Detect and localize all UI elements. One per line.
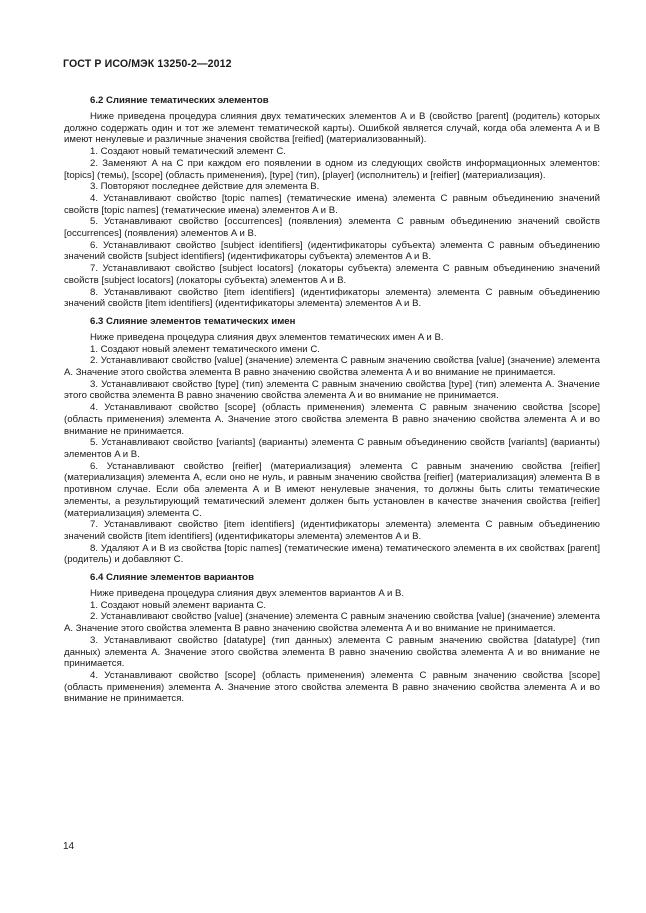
paragraph: 4. Устанавливают свойство [scope] (область применения) элемента C равным значению свойства [scope] (область применения) элемента A. Значение этого свойства элемента B равно значению свойства элемента A и во внимание не принимается. bbox=[64, 669, 600, 705]
page-number: 14 bbox=[63, 841, 75, 852]
paragraph: 4. Устанавливают свойство [topic names] (тематические имена) элемента C равным объединению значений свойств [topic names] (тематические имена) элементов A и B. bbox=[64, 192, 600, 216]
paragraph: 8. Удаляют A и B из свойства [topic names] (тематические имена) тематического элемента в их свойствах [parent] (родитель) и добавляют C. bbox=[64, 542, 600, 566]
paragraph: 7. Устанавливают свойство [subject locators] (локаторы субъекта) элемента C равным объединению значений свойств [subject locators] (локаторы субъекта) элементов A и B. bbox=[64, 263, 600, 286]
paragraph: 5. Устанавливают свойство [variants] (варианты) элемента C равным объединению свойств [variants] (варианты) элементов A и B. bbox=[64, 437, 600, 460]
paragraph: 2. Устанавливают свойство [value] (значение) элемента C равным значению свойства [value] (значение) элемента A. Значение этого свойства элемента B равно значению свойства элемента A и во внимание не принимается. bbox=[64, 611, 600, 635]
section-title: 6.2 Слияние тематических элементов bbox=[90, 95, 269, 106]
document-header: ГОСТ Р ИСО/МЭК 13250-2—2012 bbox=[63, 58, 232, 70]
section-title: 6.3 Слияние элементов тематических имен bbox=[90, 315, 296, 327]
paragraph: 3. Повторяют последнее действие для элемента B. bbox=[90, 181, 320, 193]
paragraph: Ниже приведена процедура слияния двух элементов тематических имен A и B. bbox=[90, 331, 444, 343]
paragraph: 1. Создают новый элемент тематического имени C. bbox=[90, 343, 320, 355]
paragraph: 1. Создают новый элемент варианта C. bbox=[90, 599, 267, 611]
section-title: 6.4 Слияние элементов вариантов bbox=[90, 572, 254, 584]
paragraph: 4. Устанавливают свойство [scope] (область применения) элемента C равным значению свойства [scope] (область применения) элемента A. Значение этого свойства элемента B равно значению свойства элемента A и во внимание не принимается. bbox=[64, 402, 600, 437]
section-6-2 bbox=[64, 95, 600, 310]
paragraph: 2. Заменяют A на C при каждом его появлении в одном из следующих свойств информационных элементов: [topics] (темы), [scope] (область применения), [type] (тип), [player] (исполнитель) и [reifier] (материализация). bbox=[64, 157, 600, 181]
paragraph: Ниже приведена процедура слияния двух элементов вариантов A и B. bbox=[90, 588, 405, 600]
paragraph: 3. Устанавливают свойство [datatype] (тип данных) элемента C равным значению свойства [datatype] (тип данных) элемента A. Значение этого свойства элемента B равно значению свойства элемента A и во внимание не принимается. bbox=[64, 634, 600, 670]
paragraph: 6. Устанавливают свойство [subject identifiers] (идентификаторы субъекта) элемента C равным объединению значений свойств [subject identifiers] (идентификаторы субъекта) элементов A и B. bbox=[64, 239, 600, 263]
paragraph: 8. Устанавливают свойство [item identifiers] (идентификаторы элемента) элемента C равным объединению значений свойств [item identifiers] (идентификаторы элемента) элементов A и B. bbox=[64, 286, 600, 310]
paragraph: 6. Устанавливают свойство [reifier] (материализация) элемента C равным значению свойства [reifier] (материализация) элемента A, если оно не нуль, и равным значению свойства [reifier] (материализация) элемента B в противном случае. Если оба элемента A и B имеют ненулевые значения, то должны быть слиты тематические элементы, а результирующий тематический элемент должен быть установлен в качестве значения свойства [reifier] (материализация) элемента C. bbox=[64, 460, 600, 519]
paragraph: 3. Устанавливают свойство [type] (тип) элемента C равным значению свойства [type] (тип) элемента A. Значение этого свойства элемента B равно значению свойства элемента A и во внимание не принимается. bbox=[64, 378, 600, 402]
document-body bbox=[64, 95, 600, 711]
section-6-3 bbox=[64, 316, 600, 566]
section-6-4 bbox=[64, 572, 600, 705]
paragraph: 1. Создают новый тематический элемент C. bbox=[90, 146, 286, 158]
paragraph: 5. Устанавливают свойство [occurrences] (появления) элемента C равным объединению значений свойств [occurrences] (появления) элементов A и B. bbox=[64, 216, 600, 240]
paragraph: 2. Устанавливают свойство [value] (значение) элемента C равным значению свойства [value] (значение) элемента A. Значение этого свойства элемента B равно значению свойства элемента A и во внимание не принимается. bbox=[64, 355, 600, 379]
paragraph: 7. Устанавливают свойство [item identifiers] (идентификаторы элемента) элемента C равным объединению значений свойств [item identifiers] (идентификаторы элемента) элементов A и B. bbox=[64, 519, 600, 542]
paragraph: Ниже приведена процедура слияния двух тематических элементов A и B (свойство [parent] (родитель) которых должно содержать один и тот же элемент тематической карты). Ошибкой является случай, когда оба элемента A и B имеют ненулевые и различные значения свойства [reified] (материализованный). bbox=[64, 111, 600, 146]
